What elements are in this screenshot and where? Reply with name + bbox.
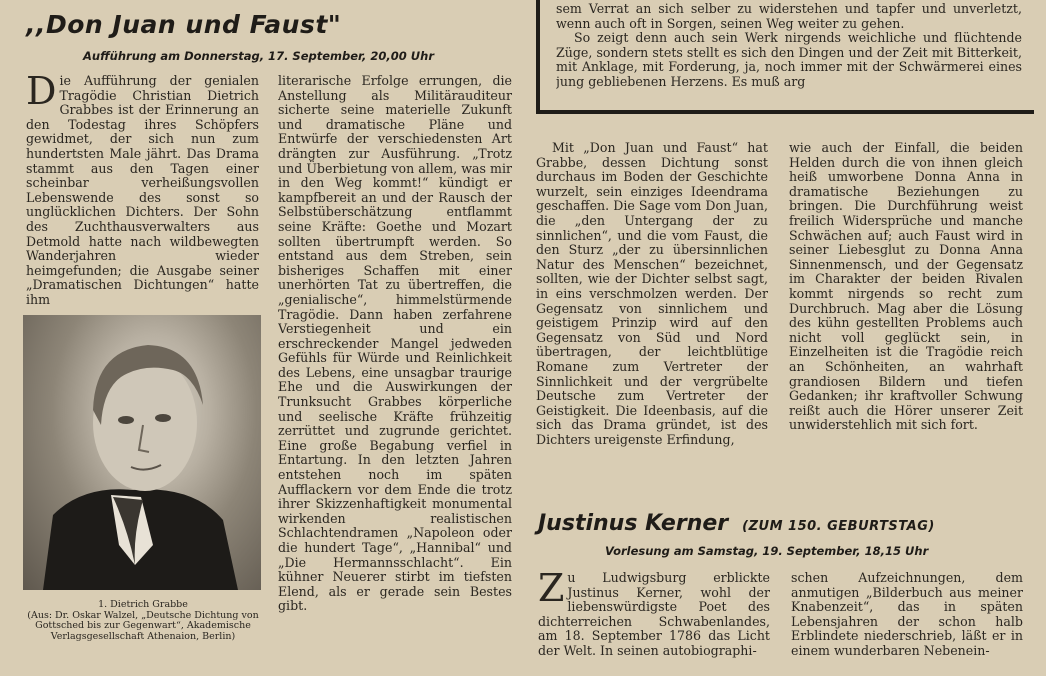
faust-col4-text: wie auch der Einfall, die beiden Helden durch die von ihnen gleich heiß umworbene Donna Anna in dramatische Beziehungen zu bringen. Die Durchführung weist freilich Widersprüche und manche Schwächen auf; auch Faust wird in seiner Liebesglut zu Donna Anna Sinnenmensch, und der Gegensatz im Charakter der beiden Rivalen kommt nirgends so recht zum Durchbruch. Mag aber die Lösung des kühn gestellten Problems auch nicht voll geglückt sein, in Einzelheiten ist die Tragödie reich an Schönheiten, an wahrhaft grandiosen Bildern und tiefen Gedanken; ihr kraftvoller Schwung reißt auch die Hörer unserer Zeit unwiderstehlich mit sich fort.: [789, 141, 1023, 433]
faust-column-2: [278, 74, 512, 670]
kerner-subtitle: Vorlesung am Samstag, 19. September, 18,15 Uhr: [605, 544, 929, 558]
faust-column-4: [789, 141, 1023, 481]
faust-subtitle: Aufführung am Donnerstag, 17. September, 20,00 Uhr: [83, 49, 434, 63]
faust-column-3: [536, 141, 768, 481]
faust-col2-text: literarische Erfolge errungen, die Anstellung als Militärauditeur sicherte seine materielle Zukunft und dramatische Pläne und Entwürfe der verschiedensten Art drängten zur Ausführung. „Trotz und Überbietung von allem, was mir in den Weg kommt!“ kündigt er kampfbereit an und der Rausch der Selbstüberschätzung entflammt seine Kräfte: Goethe und Mozart sollten übertrumpft werden. So entstand aus dem Streben, sein bisheriges Schaffen mit einer unerhörten Tat zu übertreffen, die „genialische“, himmelstürmende Tragödie. Dann haben zerfahrene Verstiegenheit und ein erschreckender Mangel jedweden Gefühls für Würde und Reinlichkeit des Lebens, eine unsagbar traurige Ehe und die Auswirkungen der Trunksucht Grabbes körperliche und seelische Kräfte frühzeitig zerrüttet und zugrunde gerichtet. Eine große Begabung verfiel in Entartung. In den letzten Jahren entstehen noch im späten Aufflackern vor dem Ende die trotz ihrer Skizzenhaftigkeit monumental wirkenden realistischen Schlachtendramen „Napoleon oder die hundert Tage“, „Hannibal“ und „Die Hermannsschlacht“. Ein kühner Neuerer stirbt im tiefsten Elend, als er gerade sein Bestes gibt.: [278, 74, 512, 614]
kerner-title-note: (ZUM 150. GEBURTSTAG): [742, 519, 935, 534]
boxed-text: [556, 2, 1022, 96]
caption-text: (Aus: Dr. Oskar Walzel, „Deutsche Dichtung von Gottsched bis zur Gegenwart“, Akademische Verlagsgesellschaft Athenaion, Berlin): [27, 609, 259, 642]
faust-title: ,,Don Juan und Faust": [26, 10, 342, 39]
kerner-dropcap: Z: [538, 571, 565, 610]
grabbe-portrait: [23, 315, 261, 590]
caption-title: 1. Dietrich Grabbe: [98, 599, 188, 610]
kerner-title: [538, 511, 935, 536]
faust-dropcap: D: [26, 74, 57, 113]
faust-col3-text: Mit „Don Juan und Faust“ hat Grabbe, dessen Dichtung sonst durchaus im Boden der Geschichte wurzelt, sein einziges Ideendrama geschaffen. Die Sage vom Don Juan, die „den Untergang der zu sinnlichen“, und die vom Faust, die den Sturz „der zu übersinnlichen Natur des Menschen“ bezeichnet, sollten, wie der Dichter selbst sagt, in eins verschmolzen werden. Der Gegensatz von sinnlichem und geistigem Prinzip wird auf den Gegensatz von Süd und Nord übertragen, der leichtblütige Romane zum Vertreter der Sinnlichkeit und der vergrübelte Deutsche zum Vertreter der Geistigkeit. Die Ideenbasis, auf die sich das Drama gründet, ist des Dichters ureigenste Erfindung,: [536, 141, 768, 447]
kerner-title-main: Justinus Kerner: [538, 511, 729, 536]
kerner-col2-text: schen Aufzeichnungen, dem anmutigen „Bilderbuch aus meiner Knabenzeit“, das in späten Lebensjahren der schon halb Erblindete niederschrieb, läßt er in einem wunderbaren Nebenein-: [791, 571, 1023, 658]
faust-col1-text: ie Aufführung der genialen Tragödie Christian Dietrich Grabbes ist der Erinnerung an den Todestag ihres Schöpfers gewidmet, der sich nun zum hundertsten Male jährt. Das Drama stammt aus den Tagen einer scheinbar verheißungsvollen Lebenswende des sonst so unglücklichen Dichters. Der Sohn des Zuchthausverwalters aus Detmold hatte nach wildbewegten Wanderjahren wieder heimgefunden; die Ausgabe seiner „Dramatischen Dichtungen“ hatte ihm: [26, 74, 259, 306]
kerner-column-2: [791, 571, 1023, 671]
faust-column-1: [26, 74, 259, 306]
box-paragraph-1: sem Verrat an sich selber zu widerstehen und tapfer und unverletzt, wenn auch oft in Sorgen, seinen Weg weiter zu gehen.: [556, 2, 1022, 31]
portrait-caption: [25, 600, 261, 642]
portrait-drawing: [23, 315, 261, 590]
kerner-col1-text: u Ludwigsburg erblickte Justinus Kerner, wohl der liebenswürdigste Poet des dichterreichen Schwabenlandes, am 18. September 1786 das Licht der Welt. In seinen autobiographi-: [538, 571, 770, 658]
box-paragraph-2: So zeigt denn auch sein Werk nirgends weichliche und flüchtende Züge, sondern stets stellt es sich den Dingen und der Zeit mit Bitterkeit, mit Anklage, mit Forderung, ja, noch immer mit der Schwärmerei eines jung gebliebenen Herzens. Es muß arg: [556, 30, 1022, 89]
kerner-column-1: [538, 571, 770, 671]
